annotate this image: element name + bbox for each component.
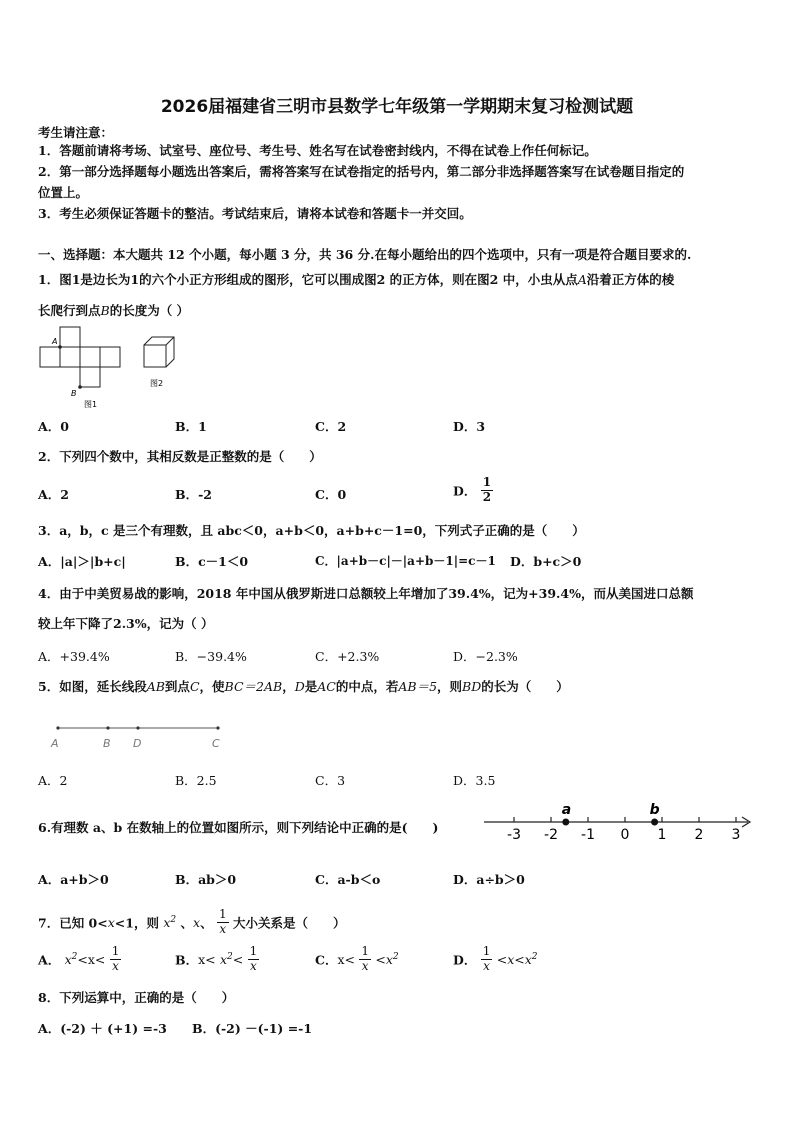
q5-segment-figure: [46, 720, 236, 755]
net-square-top: [60, 327, 80, 347]
q4-option-c: C．+2.3%: [315, 649, 380, 664]
q1-option-c: C．2: [315, 419, 347, 434]
q4-stem-line1: 4．由于中美贸易战的影响，2018 年中国从俄罗斯进口总额较上年增加了39.4%，记为+39.4%，而从美国进口总额: [38, 586, 694, 601]
q6-option-d: D．a÷b＞0: [453, 872, 525, 887]
q5-stem: 5．如图，延长线段AB到点C，使BC＝2AB，D是AC的中点，若AB＝5，则BD的长为（ ）: [38, 679, 569, 694]
q1-stem-line2: 长爬行到点B的长度为（ ）: [38, 303, 190, 318]
point-b-marker: [651, 819, 658, 826]
fraction-one-half: $\frac{1}{2}$: [482, 475, 492, 504]
axis-tick-label: -3: [507, 827, 521, 843]
point-d-label: D: [133, 737, 142, 750]
fig2-label: 图2: [150, 379, 164, 388]
q8-option-a: A．(-2) ＋ (+1) =-3: [38, 1021, 167, 1036]
q5-option-b: B．2.5: [175, 773, 217, 788]
q2-option-d: D． $\frac{1}{2}$: [453, 475, 492, 504]
q7-option-c: C．x< $\frac{1}{x}$ $<x^2$: [315, 944, 399, 973]
fig1-label: 图1: [84, 400, 98, 409]
net-square-bottom: [80, 367, 100, 387]
axis-tick-label: 1: [657, 827, 667, 843]
notice-item-2-cont: 位置上。: [38, 185, 89, 200]
q4-stem-line2: 较上年下降了2.3%，记为（ ）: [38, 616, 214, 631]
notice-item-2: 2．第一部分选择题每小题选出答案后，需将答案写在试卷指定的括号内，第二部分非选择题答案写在试卷题目指定的: [38, 164, 685, 179]
notice-heading: 考生请注意：: [38, 125, 114, 140]
q5-option-d: D．3.5: [453, 773, 496, 788]
point-b-label: b: [649, 802, 660, 818]
axis-tick-label: 2: [694, 827, 704, 843]
point-c-label: C: [212, 737, 220, 750]
q7-option-d: D． $\frac{1}{x}$ $<x<x^2$: [453, 944, 538, 973]
q5-option-c: C．3: [315, 773, 346, 788]
q7-option-a: A． $x^2<x<$ $\frac{1}{x}$: [38, 944, 120, 973]
q4-option-d: D．−2.3%: [453, 649, 518, 664]
q6-option-c: C．a-b＜o: [315, 872, 381, 887]
q7-stem: 7．已知 0<x<1，则 $x^2$ 、x、 $\frac{1}{x}$ 大小关系是（ ）: [38, 907, 346, 936]
q4-option-a: A．+39.4%: [38, 649, 110, 664]
fig-point-b: B: [71, 389, 77, 398]
q6-stem: 6.有理数 a、b 在数轴上的位置如图所示，则下列结论中正确的是( ): [38, 820, 439, 835]
axis-tick-label: 3: [731, 827, 741, 843]
q3-option-b: B．c－1＜0: [175, 554, 249, 569]
point-a-label: A: [51, 737, 59, 750]
q4-option-b: B．−39.4%: [175, 649, 247, 664]
notice-item-1: 1．答题前请将考场、试室号、座位号、考生号、姓名写在试卷密封线内，不得在试卷上作任何标记。: [38, 143, 597, 158]
axis-tick-label: -1: [581, 827, 595, 843]
q6-option-b: B．ab＞0: [175, 872, 237, 887]
q7-option-b: B．$x< x^2<$ $\frac{1}{x}$: [175, 944, 258, 973]
q2-stem: 2．下列四个数中，其相反数是正整数的是（ ）: [38, 449, 322, 464]
notice-item-3: 3．考生必须保证答题卡的整洁。考试结束后，请将本试卷和答题卡一并交回。: [38, 206, 472, 221]
q1-option-d: D．3: [453, 419, 486, 434]
q3-option-d: D．b+c＞0: [510, 554, 582, 569]
axis-tick-label: -2: [544, 827, 558, 843]
fig-point-a: A: [52, 337, 58, 346]
q1-option-a: A．0: [38, 419, 69, 434]
q6-number-line: [480, 800, 755, 845]
point-a-marker: [562, 819, 569, 826]
q1-option-b: B．1: [175, 419, 207, 434]
q1-stem-line1: 1．图1是边长为1的六个小正方形组成的图形，它可以围成图2 的正方体，则在图2 中，小虫从点A沿着正方体的棱: [38, 272, 675, 287]
q8-stem: 8．下列运算中，正确的是（ ）: [38, 990, 235, 1005]
q2-option-a: A．2: [38, 487, 69, 502]
axis-tick-label: 0: [620, 827, 630, 843]
q3-option-a: A．|a|＞|b+c|: [38, 554, 126, 569]
q6-option-a: A．a+b＞0: [38, 872, 109, 887]
q3-stem: 3．a，b，c 是三个有理数，且 abc＜0，a+b＜0，a+b+c－1=0，下列式子正确的是（ ）: [38, 523, 585, 538]
q1-figures: [36, 323, 186, 413]
q2-option-c: C．0: [315, 487, 347, 502]
q2-option-b: B．-2: [175, 487, 212, 502]
q5-option-a: A．2: [38, 773, 68, 788]
page-title: 2026届福建省三明市县数学七年级第一学期期末复习检测试题: [160, 97, 634, 117]
point-b-label: B: [103, 737, 111, 750]
q8-option-b: B．(-2) －(-1) =-1: [192, 1021, 313, 1036]
section-heading: 一、选择题：本大题共 12 个小题，每小题 3 分，共 36 分.在每小题给出的四个选项中，只有一项是符合题目要求的.: [38, 247, 692, 262]
point-a-label: a: [561, 802, 572, 818]
q3-option-c: C．|a+b－c|－|a+b－1|=c－1: [315, 554, 496, 568]
